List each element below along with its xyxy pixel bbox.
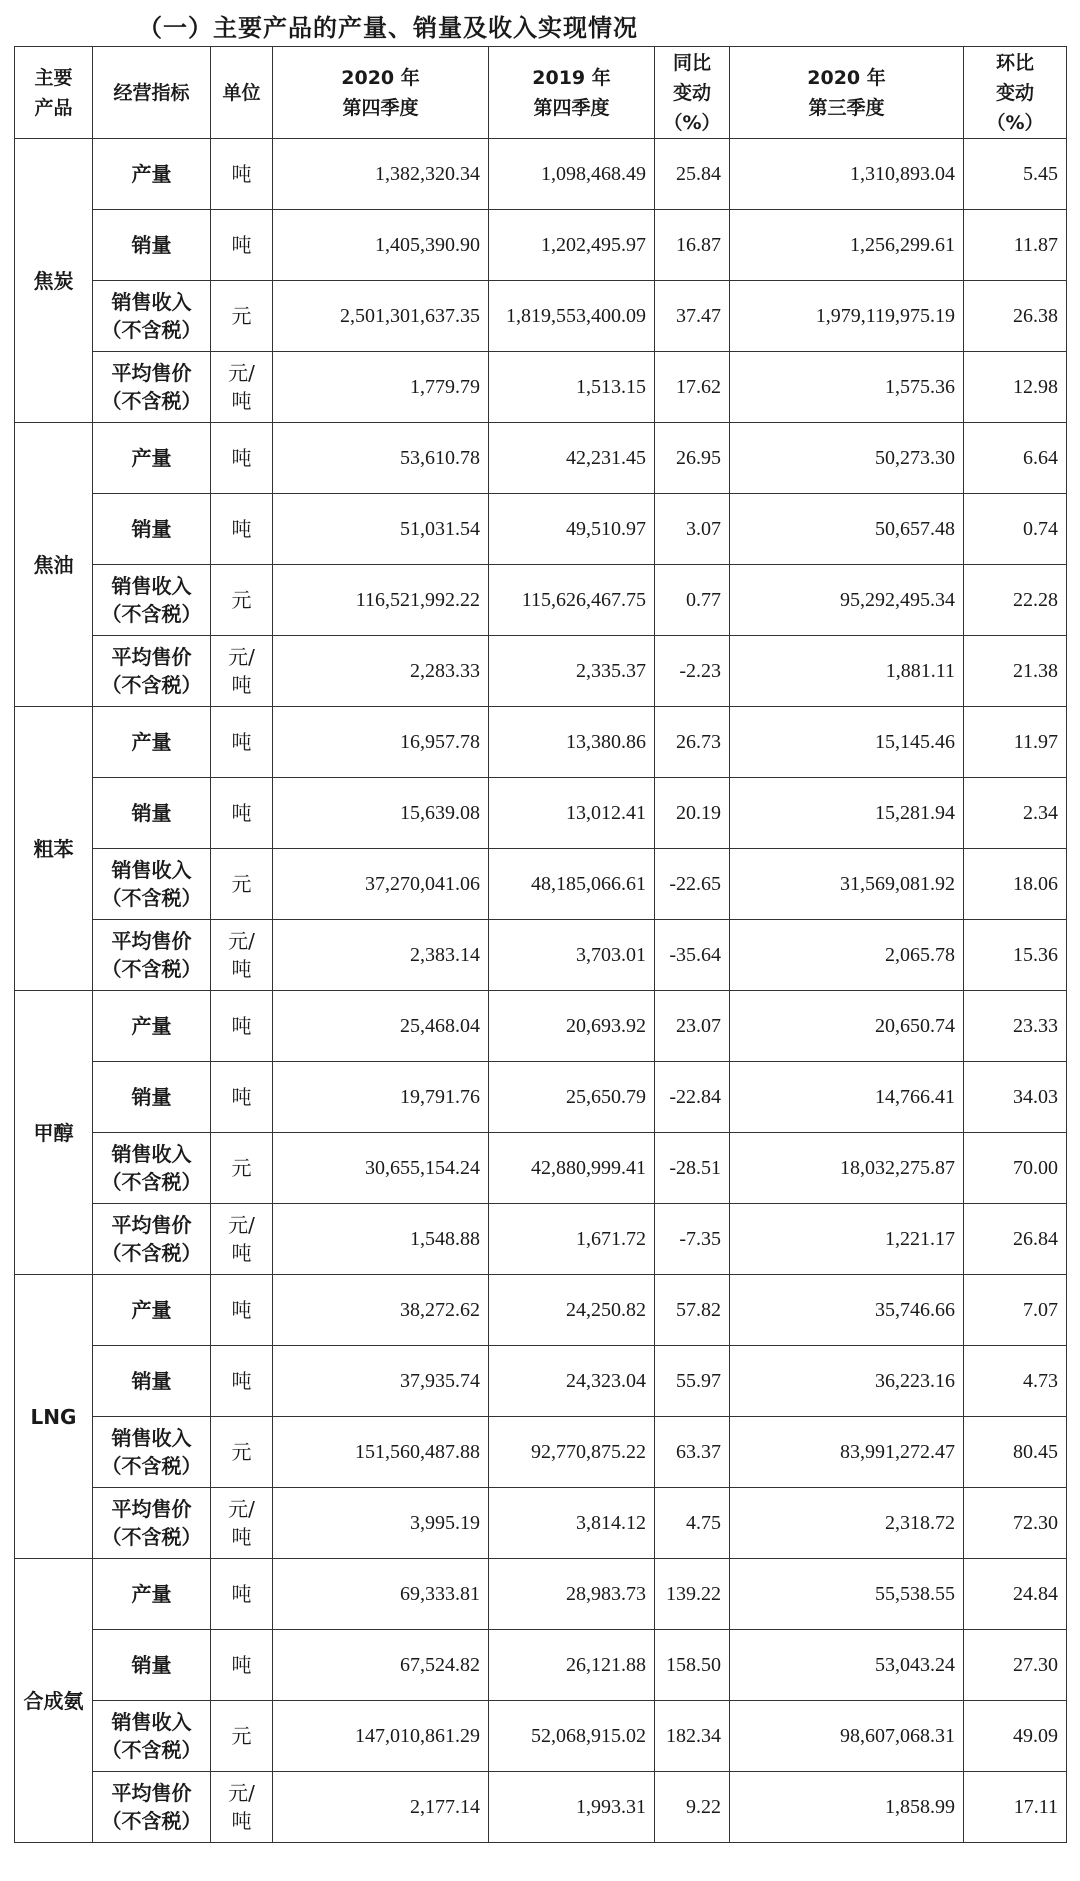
value-yoy-change: 23.07 [655, 991, 730, 1062]
indicator-line: （不含税） [101, 1454, 202, 1478]
value-q4-2019: 1,993.31 [489, 1772, 655, 1843]
value-qoq-change: 22.28 [964, 565, 1067, 636]
header-product: 主要 产品 [15, 47, 93, 139]
indicator-line: 销量 [131, 233, 172, 257]
value-q3-2020: 2,065.78 [730, 920, 964, 991]
unit-cell: 吨 [211, 1559, 273, 1630]
value-q3-2020: 35,746.66 [730, 1275, 964, 1346]
indicator-name [93, 920, 211, 991]
value-q3-2020: 50,657.48 [730, 494, 964, 565]
unit-cell: 吨 [211, 423, 273, 494]
table-row [15, 352, 1067, 423]
table-row [15, 1346, 1067, 1417]
value-q3-2020: 36,223.16 [730, 1346, 964, 1417]
indicator-name [93, 1275, 211, 1346]
value-qoq-change: 15.36 [964, 920, 1067, 991]
unit-cell: 元/吨 [211, 1772, 273, 1843]
indicator-line: （不含税） [101, 673, 202, 697]
value-q4-2020: 53,610.78 [273, 423, 489, 494]
value-qoq-change: 26.38 [964, 281, 1067, 352]
value-qoq-change: 7.07 [964, 1275, 1067, 1346]
value-qoq-change: 24.84 [964, 1559, 1067, 1630]
value-q3-2020: 14,766.41 [730, 1062, 964, 1133]
indicator-name [93, 1346, 211, 1417]
value-q4-2019: 26,121.88 [489, 1630, 655, 1701]
value-yoy-change: 55.97 [655, 1346, 730, 1417]
value-q4-2019: 24,250.82 [489, 1275, 655, 1346]
value-q3-2020: 31,569,081.92 [730, 849, 964, 920]
value-q4-2019: 115,626,467.75 [489, 565, 655, 636]
indicator-name [93, 636, 211, 707]
table-row [15, 991, 1067, 1062]
unit-cell: 吨 [211, 1346, 273, 1417]
value-q3-2020: 15,281.94 [730, 778, 964, 849]
table-row [15, 1133, 1067, 1204]
table-row [15, 1275, 1067, 1346]
indicator-name [93, 1417, 211, 1488]
unit-cell: 吨 [211, 707, 273, 778]
indicator-line: （不含税） [101, 1241, 202, 1265]
unit-cell: 元 [211, 849, 273, 920]
value-yoy-change: -28.51 [655, 1133, 730, 1204]
value-q4-2020: 25,468.04 [273, 991, 489, 1062]
indicator-name [93, 707, 211, 778]
value-yoy-change: 63.37 [655, 1417, 730, 1488]
indicator-name [93, 423, 211, 494]
value-yoy-change: 26.73 [655, 707, 730, 778]
header-q4-2020: 2020 年 第四季度 [273, 47, 489, 139]
value-q4-2020: 51,031.54 [273, 494, 489, 565]
value-q4-2019: 28,983.73 [489, 1559, 655, 1630]
indicator-line: 产量 [131, 162, 172, 186]
value-qoq-change: 70.00 [964, 1133, 1067, 1204]
indicator-name [93, 494, 211, 565]
indicator-line: 产量 [131, 730, 172, 754]
table-row [15, 565, 1067, 636]
value-q4-2019: 3,814.12 [489, 1488, 655, 1559]
indicator-line: 产量 [131, 1298, 172, 1322]
value-qoq-change: 11.97 [964, 707, 1067, 778]
indicator-line: 平均售价 [111, 1497, 192, 1521]
value-yoy-change: -22.84 [655, 1062, 730, 1133]
value-q4-2020: 147,010,861.29 [273, 1701, 489, 1772]
indicator-name [93, 281, 211, 352]
product-name: 甲醇 [15, 991, 93, 1275]
value-yoy-change: 3.07 [655, 494, 730, 565]
value-qoq-change: 26.84 [964, 1204, 1067, 1275]
value-q3-2020: 1,310,893.04 [730, 139, 964, 210]
indicator-line: 销量 [131, 1369, 172, 1393]
product-name: 焦炭 [15, 139, 93, 423]
value-qoq-change: 34.03 [964, 1062, 1067, 1133]
value-q4-2019: 1,671.72 [489, 1204, 655, 1275]
table-row [15, 707, 1067, 778]
indicator-line: 产量 [131, 446, 172, 470]
indicator-name [93, 991, 211, 1062]
value-q3-2020: 18,032,275.87 [730, 1133, 964, 1204]
value-q4-2019: 1,098,468.49 [489, 139, 655, 210]
unit-cell: 吨 [211, 210, 273, 281]
value-q4-2019: 42,880,999.41 [489, 1133, 655, 1204]
table-row [15, 1417, 1067, 1488]
table-row [15, 210, 1067, 281]
indicator-line: （不含税） [101, 318, 202, 342]
unit-cell: 吨 [211, 1630, 273, 1701]
table-row [15, 1204, 1067, 1275]
indicator-line: 销量 [131, 1085, 172, 1109]
unit-cell: 元/吨 [211, 920, 273, 991]
section-heading: （一）主要产品的产量、销量及收入实现情况 [138, 13, 638, 42]
indicator-name [93, 1133, 211, 1204]
indicator-name [93, 565, 211, 636]
header-unit: 单位 [211, 47, 273, 139]
indicator-name [93, 1204, 211, 1275]
value-q3-2020: 1,256,299.61 [730, 210, 964, 281]
value-q4-2020: 1,779.79 [273, 352, 489, 423]
value-q4-2020: 2,383.14 [273, 920, 489, 991]
indicator-line: 销量 [131, 517, 172, 541]
value-q4-2020: 30,655,154.24 [273, 1133, 489, 1204]
value-q4-2019: 52,068,915.02 [489, 1701, 655, 1772]
value-q3-2020: 15,145.46 [730, 707, 964, 778]
unit-cell: 元/吨 [211, 1204, 273, 1275]
value-q3-2020: 98,607,068.31 [730, 1701, 964, 1772]
value-q3-2020: 2,318.72 [730, 1488, 964, 1559]
table-row [15, 778, 1067, 849]
header-row [15, 47, 1067, 139]
value-q4-2020: 1,405,390.90 [273, 210, 489, 281]
indicator-line: 销售收入 [111, 858, 192, 882]
indicator-line: （不含税） [101, 957, 202, 981]
value-q4-2019: 42,231.45 [489, 423, 655, 494]
table-row [15, 423, 1067, 494]
value-yoy-change: 25.84 [655, 139, 730, 210]
unit-cell: 吨 [211, 778, 273, 849]
value-q3-2020: 55,538.55 [730, 1559, 964, 1630]
value-qoq-change: 72.30 [964, 1488, 1067, 1559]
table-row [15, 1488, 1067, 1559]
indicator-name [93, 778, 211, 849]
unit-cell: 元 [211, 565, 273, 636]
value-qoq-change: 23.33 [964, 991, 1067, 1062]
value-yoy-change: 182.34 [655, 1701, 730, 1772]
value-q4-2020: 116,521,992.22 [273, 565, 489, 636]
unit-cell: 吨 [211, 1062, 273, 1133]
value-yoy-change: -22.65 [655, 849, 730, 920]
unit-cell: 元/吨 [211, 636, 273, 707]
value-q4-2020: 37,270,041.06 [273, 849, 489, 920]
value-yoy-change: 4.75 [655, 1488, 730, 1559]
value-qoq-change: 80.45 [964, 1417, 1067, 1488]
value-q3-2020: 53,043.24 [730, 1630, 964, 1701]
header-indicator: 经营指标 [93, 47, 211, 139]
value-q4-2020: 37,935.74 [273, 1346, 489, 1417]
value-yoy-change: 139.22 [655, 1559, 730, 1630]
unit-cell: 元 [211, 1701, 273, 1772]
indicator-line: （不含税） [101, 1809, 202, 1833]
value-q3-2020: 50,273.30 [730, 423, 964, 494]
indicator-line: 平均售价 [111, 929, 192, 953]
value-yoy-change: 57.82 [655, 1275, 730, 1346]
value-yoy-change: -35.64 [655, 920, 730, 991]
value-q4-2020: 15,639.08 [273, 778, 489, 849]
value-q4-2019: 24,323.04 [489, 1346, 655, 1417]
value-yoy-change: 20.19 [655, 778, 730, 849]
value-q3-2020: 1,575.36 [730, 352, 964, 423]
value-qoq-change: 27.30 [964, 1630, 1067, 1701]
value-yoy-change: 26.95 [655, 423, 730, 494]
table-row [15, 139, 1067, 210]
table-row [15, 1701, 1067, 1772]
value-q4-2019: 92,770,875.22 [489, 1417, 655, 1488]
indicator-line: 平均售价 [111, 1781, 192, 1805]
indicator-line: 平均售价 [111, 645, 192, 669]
value-qoq-change: 5.45 [964, 139, 1067, 210]
table-row [15, 494, 1067, 565]
indicator-line: 销量 [131, 801, 172, 825]
value-q4-2019: 1,513.15 [489, 352, 655, 423]
indicator-name [93, 1701, 211, 1772]
header-q4-2019: 2019 年 第四季度 [489, 47, 655, 139]
product-output-sales-table [14, 46, 1067, 1843]
value-q3-2020: 1,979,119,975.19 [730, 281, 964, 352]
indicator-name [93, 1559, 211, 1630]
indicator-line: （不含税） [101, 1525, 202, 1549]
header-qoq-change: 环比 变动 （%） [964, 47, 1067, 139]
value-q4-2020: 151,560,487.88 [273, 1417, 489, 1488]
table-row [15, 1772, 1067, 1843]
value-yoy-change: -2.23 [655, 636, 730, 707]
product-name: LNG [15, 1275, 93, 1559]
value-qoq-change: 17.11 [964, 1772, 1067, 1843]
indicator-line: （不含税） [101, 1170, 202, 1194]
value-q4-2020: 3,995.19 [273, 1488, 489, 1559]
value-q4-2019: 25,650.79 [489, 1062, 655, 1133]
indicator-name [93, 352, 211, 423]
value-q4-2019: 3,703.01 [489, 920, 655, 991]
header-yoy-change: 同比 变动 （%） [655, 47, 730, 139]
value-qoq-change: 4.73 [964, 1346, 1067, 1417]
indicator-line: 销量 [131, 1653, 172, 1677]
indicator-line: （不含税） [101, 602, 202, 626]
indicator-line: 销售收入 [111, 574, 192, 598]
indicator-name [93, 1772, 211, 1843]
value-yoy-change: 0.77 [655, 565, 730, 636]
value-yoy-change: 17.62 [655, 352, 730, 423]
unit-cell: 吨 [211, 991, 273, 1062]
unit-cell: 吨 [211, 1275, 273, 1346]
table-row [15, 1559, 1067, 1630]
value-q4-2019: 1,202,495.97 [489, 210, 655, 281]
value-yoy-change: 9.22 [655, 1772, 730, 1843]
table-row [15, 636, 1067, 707]
indicator-name [93, 849, 211, 920]
value-q4-2020: 38,272.62 [273, 1275, 489, 1346]
value-q4-2020: 1,548.88 [273, 1204, 489, 1275]
value-q3-2020: 20,650.74 [730, 991, 964, 1062]
unit-cell: 元 [211, 1417, 273, 1488]
value-q3-2020: 1,881.11 [730, 636, 964, 707]
value-yoy-change: 158.50 [655, 1630, 730, 1701]
unit-cell: 吨 [211, 139, 273, 210]
indicator-line: 销售收入 [111, 1142, 192, 1166]
table-row [15, 849, 1067, 920]
value-q4-2020: 67,524.82 [273, 1630, 489, 1701]
value-q4-2020: 1,382,320.34 [273, 139, 489, 210]
table-row [15, 1062, 1067, 1133]
value-yoy-change: 37.47 [655, 281, 730, 352]
value-q3-2020: 1,858.99 [730, 1772, 964, 1843]
indicator-name [93, 1630, 211, 1701]
indicator-line: 平均售价 [111, 1213, 192, 1237]
value-qoq-change: 12.98 [964, 352, 1067, 423]
value-q4-2019: 20,693.92 [489, 991, 655, 1062]
indicator-line: 销售收入 [111, 1710, 192, 1734]
unit-cell: 元 [211, 1133, 273, 1204]
indicator-line: （不含税） [101, 886, 202, 910]
value-q4-2019: 13,012.41 [489, 778, 655, 849]
value-q3-2020: 83,991,272.47 [730, 1417, 964, 1488]
value-qoq-change: 49.09 [964, 1701, 1067, 1772]
header-q3-2020: 2020 年 第三季度 [730, 47, 964, 139]
unit-cell: 元 [211, 281, 273, 352]
value-q3-2020: 1,221.17 [730, 1204, 964, 1275]
value-qoq-change: 6.64 [964, 423, 1067, 494]
value-q4-2020: 2,177.14 [273, 1772, 489, 1843]
value-qoq-change: 21.38 [964, 636, 1067, 707]
value-yoy-change: -7.35 [655, 1204, 730, 1275]
indicator-name [93, 1488, 211, 1559]
value-q4-2019: 49,510.97 [489, 494, 655, 565]
indicator-line: 产量 [131, 1582, 172, 1606]
value-q4-2020: 2,283.33 [273, 636, 489, 707]
indicator-line: （不含税） [101, 389, 202, 413]
indicator-line: 销售收入 [111, 1426, 192, 1450]
table-body [15, 139, 1067, 1843]
value-yoy-change: 16.87 [655, 210, 730, 281]
unit-cell: 元/吨 [211, 352, 273, 423]
indicator-line: 产量 [131, 1014, 172, 1038]
table-row [15, 281, 1067, 352]
indicator-name [93, 139, 211, 210]
value-q4-2020: 16,957.78 [273, 707, 489, 778]
indicator-name [93, 210, 211, 281]
value-q4-2020: 19,791.76 [273, 1062, 489, 1133]
unit-cell: 吨 [211, 494, 273, 565]
product-name: 焦油 [15, 423, 93, 707]
unit-cell: 元/吨 [211, 1488, 273, 1559]
table-row [15, 920, 1067, 991]
value-qoq-change: 11.87 [964, 210, 1067, 281]
indicator-name [93, 1062, 211, 1133]
product-name: 合成氨 [15, 1559, 93, 1843]
table-row [15, 1630, 1067, 1701]
product-name: 粗苯 [15, 707, 93, 991]
value-q4-2019: 48,185,066.61 [489, 849, 655, 920]
value-qoq-change: 18.06 [964, 849, 1067, 920]
value-q4-2020: 69,333.81 [273, 1559, 489, 1630]
value-q4-2019: 2,335.37 [489, 636, 655, 707]
value-qoq-change: 0.74 [964, 494, 1067, 565]
indicator-line: （不含税） [101, 1738, 202, 1762]
table-header [15, 47, 1067, 139]
value-q3-2020: 95,292,495.34 [730, 565, 964, 636]
value-q4-2019: 13,380.86 [489, 707, 655, 778]
indicator-line: 销售收入 [111, 290, 192, 314]
value-qoq-change: 2.34 [964, 778, 1067, 849]
value-q4-2019: 1,819,553,400.09 [489, 281, 655, 352]
indicator-line: 平均售价 [111, 361, 192, 385]
value-q4-2020: 2,501,301,637.35 [273, 281, 489, 352]
